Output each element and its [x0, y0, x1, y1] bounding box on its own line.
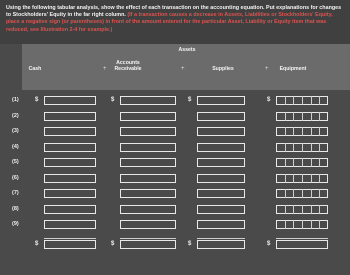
row-label: (1) [12, 97, 19, 103]
equipment-box-divider [293, 112, 294, 121]
amount-input-box[interactable] [197, 143, 245, 152]
equipment-box-divider [311, 143, 312, 152]
currency-symbol: $ [188, 240, 192, 247]
equipment-box-divider [302, 127, 303, 136]
total-input-box[interactable] [197, 240, 245, 249]
column-header-supplies: Supplies [212, 66, 234, 72]
amount-input-box[interactable] [120, 174, 176, 183]
equipment-box-divider [285, 127, 286, 136]
equipment-box-divider [319, 158, 320, 167]
currency-symbol: $ [35, 97, 39, 103]
currency-symbol: $ [111, 97, 115, 103]
equipment-box-divider [293, 143, 294, 152]
total-rule [276, 238, 328, 239]
row-label: (5) [12, 159, 19, 165]
equipment-box-divider [302, 96, 303, 105]
equipment-box-divider [285, 112, 286, 121]
total-input-box[interactable] [120, 240, 176, 249]
equipment-box-divider [293, 174, 294, 183]
instructions [6, 5, 344, 34]
amount-input-box[interactable] [120, 143, 176, 152]
row-label: (8) [12, 205, 19, 212]
equipment-box-divider [302, 158, 303, 167]
column-header-accounts-receivable: Accounts Receivable [114, 60, 142, 72]
equipment-box-divider [293, 127, 294, 136]
row-label: (6) [12, 174, 19, 181]
column-header-cash: Cash [28, 66, 42, 72]
total-rule [44, 238, 96, 239]
amount-input-box[interactable] [44, 158, 96, 167]
amount-input-box[interactable] [120, 96, 176, 105]
equipment-box-divider [285, 174, 286, 183]
instructions-warning: (If a transaction causes a decrease in Assets, Liabilities or Stockholders' Equity, place a negative sign (or parentheses) in front of the amount entered for the particular Asset, Liability or Equity item that was reduced, see Illustration 2-4 for example.) [6, 12, 333, 33]
amount-input-box[interactable] [197, 174, 245, 183]
equipment-box-divider [285, 96, 286, 105]
row-label: (4) [12, 143, 19, 150]
equipment-box-divider [302, 112, 303, 121]
amount-input-box[interactable] [120, 189, 176, 198]
amount-input-box[interactable] [120, 127, 176, 136]
row-label: (3) [12, 128, 19, 134]
amount-input-box[interactable] [197, 127, 245, 136]
equipment-box-divider [285, 189, 286, 198]
equipment-box-divider [311, 127, 312, 136]
amount-input-box[interactable] [44, 112, 96, 121]
amount-input-box[interactable] [44, 96, 96, 105]
amount-input-box[interactable] [197, 205, 245, 214]
currency-symbol: $ [267, 240, 271, 247]
amount-input-box[interactable] [44, 189, 96, 198]
amount-input-box[interactable] [44, 127, 96, 136]
total-rule [120, 238, 176, 239]
total-input-box[interactable] [44, 240, 96, 249]
equipment-box-divider [319, 143, 320, 152]
instructions-main: Using the following tabular analysis, show the effect of each transaction on the accounting equation. Put explanations for changes to Stockholders' Equity in the far right column. [6, 5, 342, 19]
equipment-box-divider [311, 112, 312, 121]
plus-operator-3: + [265, 66, 269, 72]
amount-input-box[interactable] [120, 220, 176, 229]
equipment-box-divider [311, 220, 312, 229]
equipment-box-divider [319, 174, 320, 183]
amount-input-box[interactable] [197, 96, 245, 105]
row-label: (7) [12, 190, 19, 196]
currency-symbol: $ [35, 240, 39, 247]
equipment-box-divider [293, 158, 294, 167]
amount-input-box[interactable] [197, 112, 245, 121]
amount-input-box[interactable] [197, 189, 245, 198]
amount-input-box[interactable] [120, 158, 176, 167]
total-input-box[interactable] [276, 240, 328, 249]
equipment-box-divider [302, 143, 303, 152]
plus-operator-1: + [103, 66, 107, 72]
amount-input-box[interactable] [120, 112, 176, 121]
equipment-box-divider [311, 96, 312, 105]
equipment-box-divider [293, 189, 294, 198]
amount-input-box[interactable] [44, 205, 96, 214]
amount-input-box[interactable] [44, 143, 96, 152]
amount-input-box[interactable] [44, 220, 96, 229]
equipment-box-divider [319, 220, 320, 229]
assets-group-header: Assets [178, 47, 196, 53]
amount-input-box[interactable] [197, 220, 245, 229]
total-rule [197, 238, 245, 239]
equipment-box-divider [311, 189, 312, 198]
amount-input-box[interactable] [120, 205, 176, 214]
equipment-box-divider [319, 96, 320, 105]
equipment-box-divider [319, 127, 320, 136]
row-label: (2) [12, 112, 19, 119]
equipment-box-divider [302, 205, 303, 214]
row-label: (9) [12, 221, 19, 227]
equipment-box-divider [293, 96, 294, 105]
equipment-box-divider [285, 205, 286, 214]
amount-input-box[interactable] [44, 174, 96, 183]
plus-operator-2: + [181, 66, 185, 72]
equipment-box-divider [293, 205, 294, 214]
currency-symbol: $ [111, 240, 115, 247]
amount-input-box[interactable] [197, 158, 245, 167]
equipment-box-divider [285, 158, 286, 167]
equipment-box-divider [319, 205, 320, 214]
equipment-box-divider [311, 174, 312, 183]
currency-symbol: $ [267, 97, 271, 103]
equipment-box-divider [319, 112, 320, 121]
equipment-box-divider [302, 220, 303, 229]
column-header-equipment: Equipment [279, 66, 307, 72]
equipment-box-divider [293, 220, 294, 229]
equipment-box-divider [311, 158, 312, 167]
equipment-box-divider [302, 174, 303, 183]
equipment-box-divider [319, 189, 320, 198]
equipment-box-divider [302, 189, 303, 198]
currency-symbol: $ [188, 97, 192, 103]
equipment-box-divider [311, 205, 312, 214]
equipment-box-divider [285, 143, 286, 152]
equipment-box-divider [285, 220, 286, 229]
